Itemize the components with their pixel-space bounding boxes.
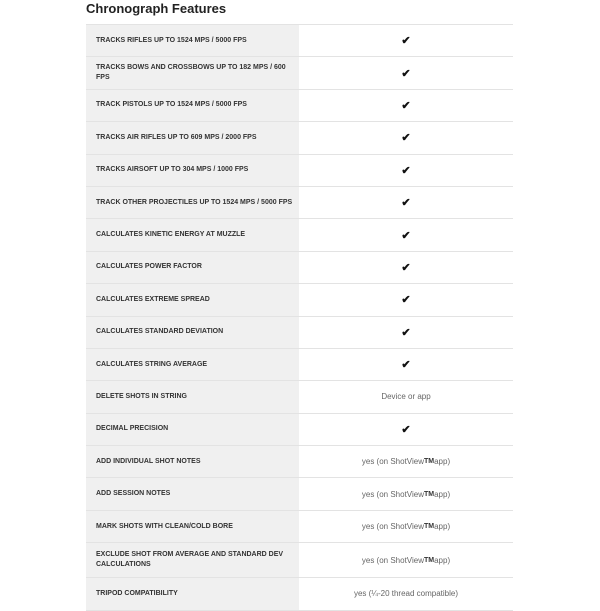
feature-label: TRACKS AIR RIFLES UP TO 609 MPS / 2000 FPS (86, 122, 299, 153)
feature-label: ADD SESSION NOTES (86, 478, 299, 509)
feature-label: CALCULATES EXTREME SPREAD (86, 284, 299, 315)
feature-label: EXCLUDE SHOT FROM AVERAGE AND STANDARD DEV CALCULATIONS (86, 543, 299, 577)
checkmark-icon: ✔ (401, 326, 411, 339)
feature-value (299, 155, 513, 186)
table-row (86, 90, 513, 122)
feature-value (299, 543, 513, 577)
table-row (86, 349, 513, 381)
trademark-mark: TM (423, 523, 435, 531)
table-row (86, 57, 513, 89)
table-row (86, 252, 513, 284)
checkmark-icon: ✔ (401, 423, 411, 436)
feature-label: TRIPOD COMPATIBILITY (86, 578, 299, 609)
table-row (86, 446, 513, 478)
value-text: app) (434, 555, 451, 565)
value-text: yes (on ShotView (361, 457, 424, 467)
value-text: app) (434, 489, 451, 499)
feature-label: DECIMAL PRECISION (86, 414, 299, 445)
feature-label: TRACKS BOWS AND CROSSBOWS UP TO 182 MPS / 600 FPS (86, 57, 299, 88)
feature-label: CALCULATES STANDARD DEVIATION (86, 317, 299, 348)
value-text: app) (434, 522, 451, 532)
feature-label: MARK SHOTS WITH CLEAN/COLD BORE (86, 511, 299, 542)
feature-value (299, 252, 513, 283)
feature-label: CALCULATES POWER FACTOR (86, 252, 299, 283)
trademark-mark: TM (423, 490, 435, 498)
feature-value (299, 57, 513, 88)
checkmark-icon: ✔ (401, 359, 411, 372)
feature-value: yes (¼-20 thread compatible) (353, 589, 459, 599)
checkmark-icon: ✔ (401, 294, 411, 307)
table-row (86, 284, 513, 316)
checkmark-icon: ✔ (401, 261, 411, 274)
table-row (86, 578, 513, 610)
checkmark-icon: ✔ (401, 67, 411, 80)
feature-label: TRACKS RIFLES UP TO 1524 MPS / 5000 FPS (86, 25, 299, 56)
table-row (86, 381, 513, 413)
value-text: yes (on ShotView (361, 555, 424, 565)
checkmark-icon: ✔ (401, 164, 411, 177)
trademark-mark: TM (423, 458, 435, 466)
feature-value (299, 25, 513, 56)
value-text: app) (434, 457, 451, 467)
feature-value (299, 122, 513, 153)
features-table (86, 24, 513, 611)
feature-label: CALCULATES STRING AVERAGE (86, 349, 299, 380)
feature-value (299, 478, 513, 509)
value-text: yes (on ShotView (361, 522, 424, 532)
feature-label: CALCULATES KINETIC ENERGY AT MUZZLE (86, 219, 299, 250)
feature-value (299, 187, 513, 218)
feature-value: Device or app (381, 392, 431, 402)
table-row (86, 219, 513, 251)
feature-label: TRACK PISTOLS UP TO 1524 MPS / 5000 FPS (86, 90, 299, 121)
feature-value (299, 90, 513, 121)
checkmark-icon: ✔ (401, 35, 411, 48)
table-row (86, 155, 513, 187)
table-row (86, 122, 513, 154)
feature-value (299, 349, 513, 380)
feature-label: TRACK OTHER PROJECTILES UP TO 1524 MPS / 5000 FPS (86, 187, 299, 218)
feature-label: DELETE SHOTS IN STRING (86, 381, 299, 412)
trademark-mark: TM (423, 556, 435, 564)
feature-value (299, 219, 513, 250)
checkmark-icon: ✔ (401, 229, 411, 242)
table-row (86, 414, 513, 446)
feature-value (299, 284, 513, 315)
table-row (86, 187, 513, 219)
feature-value (299, 414, 513, 445)
feature-value (299, 317, 513, 348)
table-row (86, 25, 513, 57)
checkmark-icon: ✔ (401, 132, 411, 145)
table-row (86, 543, 513, 578)
page-title: Chronograph Features (86, 1, 227, 16)
checkmark-icon: ✔ (401, 99, 411, 112)
table-row (86, 511, 513, 543)
table-row (86, 317, 513, 349)
checkmark-icon: ✔ (401, 197, 411, 210)
feature-label: ADD INDIVIDUAL SHOT NOTES (86, 446, 299, 477)
feature-value (299, 446, 513, 477)
feature-label: TRACKS AIRSOFT UP TO 304 MPS / 1000 FPS (86, 155, 299, 186)
table-row (86, 478, 513, 510)
feature-value (299, 511, 513, 542)
value-text: yes (on ShotView (361, 489, 424, 499)
